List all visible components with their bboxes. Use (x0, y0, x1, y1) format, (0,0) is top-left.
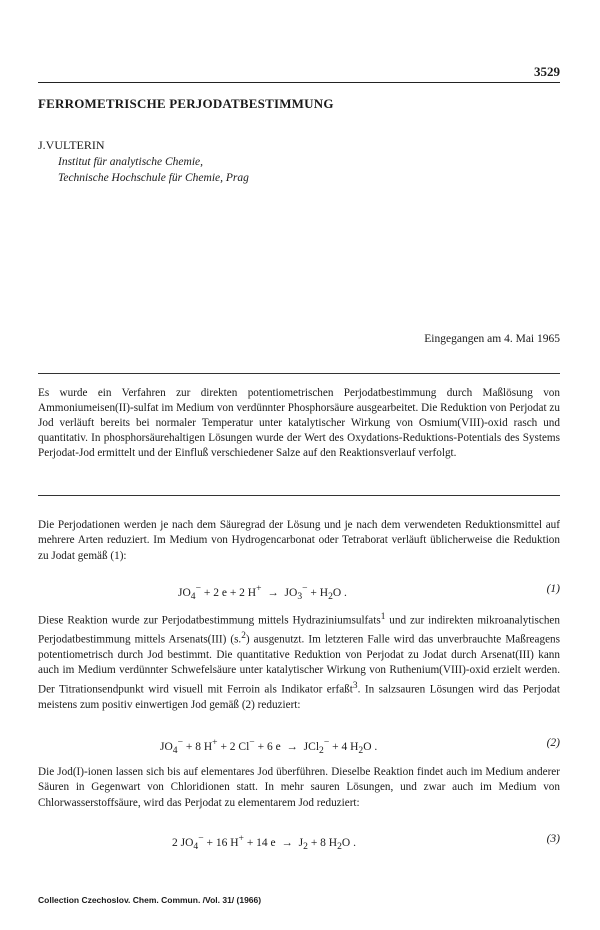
equation-1 (38, 583, 560, 603)
paragraph-2-text-a: Diese Reaktion wurde zur Perjodatbestimmung mittels Hydraziniumsulfats (38, 614, 381, 627)
equation-2-formula: $JO_4^- + 8$ H+ + 2 Cl− + 6 e → JCl$_2$− + 4 $H_2O$ . (160, 737, 378, 757)
body-paragraph-3: Die Jod(I)-ionen lassen sich bis auf elementares Jod überführen. Dieselbe Reaktion findet auch im Medium anderer Säuren in Gegenwart von Chloridionen statt. In mehr sauren Lösungen, und zwar auch im Medium von Chlorwasserstoffsäure, wird das Perjodat zu elementarem Jod reduziert: (38, 766, 560, 809)
equation-2-number: (2) (546, 737, 560, 749)
equation-2 (38, 737, 560, 757)
article-title: FERROMETRISCHE PERJODATBESTIMMUNG (38, 96, 334, 111)
equation-3-formula: 2 $JO_4^- + 16$ H+ + 14 $e \to J_2 + 8$ $H_2O$ . (172, 833, 356, 853)
body-paragraph-2 (38, 610, 560, 713)
paragraph-2-text-b: und zur indirekten mikroanalytischen Perjodatbestimmung mittels Arsenats(III) (s. (38, 614, 560, 646)
affiliation-university: Technische Hochschule für Chemie, Prag (58, 172, 249, 184)
equation-1-formula: $JO_4^- + 2$ e + 2 $H^+ \to JO_3^- + H_2O$ . (178, 583, 347, 603)
journal-footer: Collection Czechoslov. Chem. Commun. /Vol. 31/ (1966) (38, 895, 262, 905)
paragraph-2-text-d: . In salzsauren Lösungen wird das Perjodat meistens zum positiv einwertigen Jod gemäß (2) reduziert: (38, 683, 560, 711)
received-date: Eingegangen am 4. Mai 1965 (424, 333, 560, 345)
affiliation-institute: Institut für analytische Chemie, (58, 156, 204, 168)
equation-3 (38, 833, 560, 853)
reference-2: 2 (241, 631, 246, 642)
reference-3: 3 (352, 680, 358, 691)
abstract: Es wurde ein Verfahren zur direkten potentiometrischen Perjodatbestimmung durch Maßlösung von Ammoniumeisen(II)-sulfat im Medium von verdünnter Phosphorsäure ausgearbeitet. Die Reduktion von Perjodat zu Jod verläuft bereits bei normaler Temperatur unter katalytischer Wirkung von Osmium(VIII)-oxid rasch und quantitativ. In phosphorsäurehaltigen Lösungen wurde der Wert des Oxydations-Reduktions-Potentials des Systems Perjodat-Jod ermittelt und der Einfluß verschiedener Salze auf den Reaktionsverlauf verfolgt. (38, 387, 560, 459)
abstract-bottom-rule (38, 495, 560, 496)
equation-1-number: (1) (546, 583, 560, 595)
header-rule (38, 82, 560, 83)
reference-1: 1 (380, 612, 386, 622)
paragraph-2-text-c: ) ausgenutzt. Im letzteren Falle wird das unverbrauchte Maßreagens potentiometrisch durch Jod bestimmt. Die quantitative Reduktion von Perjodat zu Jodat durch Arsenat(III) kann auch im Medium verdünnter Schwefelsäure unter katalytischer Wirkung von Ruthenium(VIII)-oxid erzielt werden. Der Titrationsendpunkt wird visuell mit Ferroin als Indikator erfaßt (38, 633, 560, 696)
body-paragraph-1: Die Perjodationen werden je nach dem Säuregrad der Lösung und je nach dem verwendeten Reduktionsmittel auf mehrere Arten reduziert. Im Medium von Hydrogencarbonat oder Tetraborat verläuft üblicherweise die Reduktion zu Jodat gemäß (1): (38, 519, 560, 562)
author-name: J.VULTERIN (38, 138, 105, 152)
abstract-top-rule (38, 373, 560, 374)
equation-3-number: (3) (546, 833, 560, 845)
page-number: 3529 (534, 64, 560, 79)
